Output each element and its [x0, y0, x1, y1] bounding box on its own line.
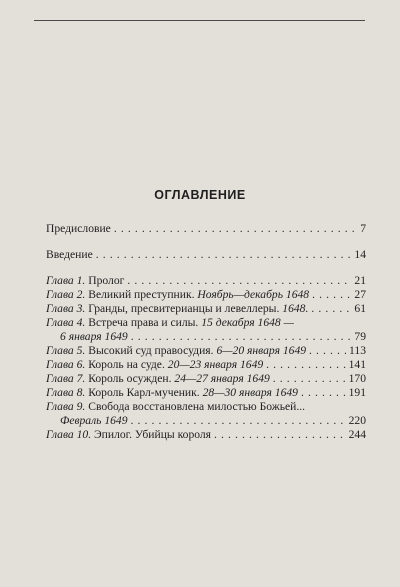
entry-dates: 28—30 января 1649: [202, 386, 298, 399]
leader-dots: [266, 358, 345, 372]
toc-entry-introduction[interactable]: [46, 248, 366, 262]
chapter-label: Глава 5.: [46, 344, 86, 357]
leader-dots: [301, 386, 346, 400]
entry-page: 27: [354, 288, 366, 301]
toc-entry-chapter-2[interactable]: [46, 288, 366, 302]
entry-title: Эпилог. Убийцы короля: [94, 428, 211, 441]
toc-entry-chapter-10[interactable]: [46, 428, 366, 442]
toc-entry-chapter-4[interactable]: [46, 316, 366, 344]
entry-dates-continued: Февраль 1649: [60, 414, 128, 427]
entry-page: 79: [354, 330, 366, 343]
chapter-label: Глава 1.: [46, 274, 86, 287]
toc-entry-preface[interactable]: [46, 222, 366, 236]
entry-title: Пролог: [88, 274, 125, 287]
entry-page: 170: [348, 372, 366, 385]
leader-dots: [312, 288, 351, 302]
leader-dots: [127, 274, 351, 288]
entry-dates: 15 декабря 1648 —: [201, 316, 294, 329]
entry-page: 141: [348, 358, 366, 371]
chapter-label: Глава 8.: [46, 386, 86, 399]
leader-dots: [114, 222, 357, 236]
leader-dots: [96, 248, 352, 262]
entry-title: Король на суде.: [88, 358, 165, 371]
toc-entry-chapter-1[interactable]: [46, 274, 366, 288]
entry-dates: 20—23 января 1649: [167, 358, 264, 371]
entry-page: 21: [354, 274, 366, 287]
chapter-label: Глава 3.: [46, 302, 86, 315]
leader-dots: [131, 414, 346, 428]
leader-dots: [131, 330, 352, 344]
entry-title: Предисловие: [46, 222, 111, 235]
entry-dates: Ноябрь—декабрь 1648: [197, 288, 310, 301]
toc-entry-chapter-3[interactable]: [46, 302, 366, 316]
entry-title: Высокий суд правосудия.: [88, 344, 214, 357]
entry-title: Король Карл-мученик.: [88, 386, 200, 399]
entry-page: 220: [348, 414, 366, 427]
entry-title: Встреча права и силы.: [88, 316, 199, 329]
page-title: ОГЛАВЛЕНИЕ: [154, 188, 246, 202]
toc-entry-chapter-6[interactable]: [46, 358, 366, 372]
entry-dates-continued: 6 января 1649: [60, 330, 128, 343]
entry-title: Свобода восстановлена милостью Божьей...: [88, 400, 306, 413]
entry-page: 244: [348, 428, 366, 441]
entry-page: 191: [348, 386, 366, 399]
toc-entry-chapter-7[interactable]: [46, 372, 366, 386]
entry-dates: 24—27 января 1649: [174, 372, 270, 385]
toc-entry-chapter-5[interactable]: [46, 344, 366, 358]
entry-page: 7: [360, 222, 366, 235]
entry-page: 61: [354, 302, 366, 315]
entry-page: 14: [354, 248, 366, 261]
chapter-label: Глава 4.: [46, 316, 86, 329]
leader-dots: [273, 372, 346, 386]
chapter-label: Глава 9.: [46, 400, 86, 413]
entry-title: Великий преступник.: [88, 288, 195, 301]
entry-title: Введение: [46, 248, 93, 261]
entry-title: Гранды, пресвитерианцы и левеллеры.: [88, 302, 280, 315]
entry-dates: 6—20 января 1649: [216, 344, 307, 357]
leader-dots: [311, 302, 351, 316]
toc-entry-chapter-9[interactable]: [46, 400, 366, 428]
top-rule: [34, 20, 365, 21]
entry-page: 113: [349, 344, 366, 357]
table-of-contents: [46, 222, 366, 442]
leader-dots: [309, 344, 346, 358]
chapter-label: Глава 6.: [46, 358, 86, 371]
chapter-label: Глава 2.: [46, 288, 86, 301]
entry-title: Король осужден.: [88, 372, 172, 385]
entry-dates: 1648.: [282, 302, 309, 315]
leader-dots: [214, 428, 346, 442]
toc-entry-chapter-8[interactable]: [46, 386, 366, 400]
chapter-label: Глава 10.: [46, 428, 92, 441]
chapter-label: Глава 7.: [46, 372, 86, 385]
